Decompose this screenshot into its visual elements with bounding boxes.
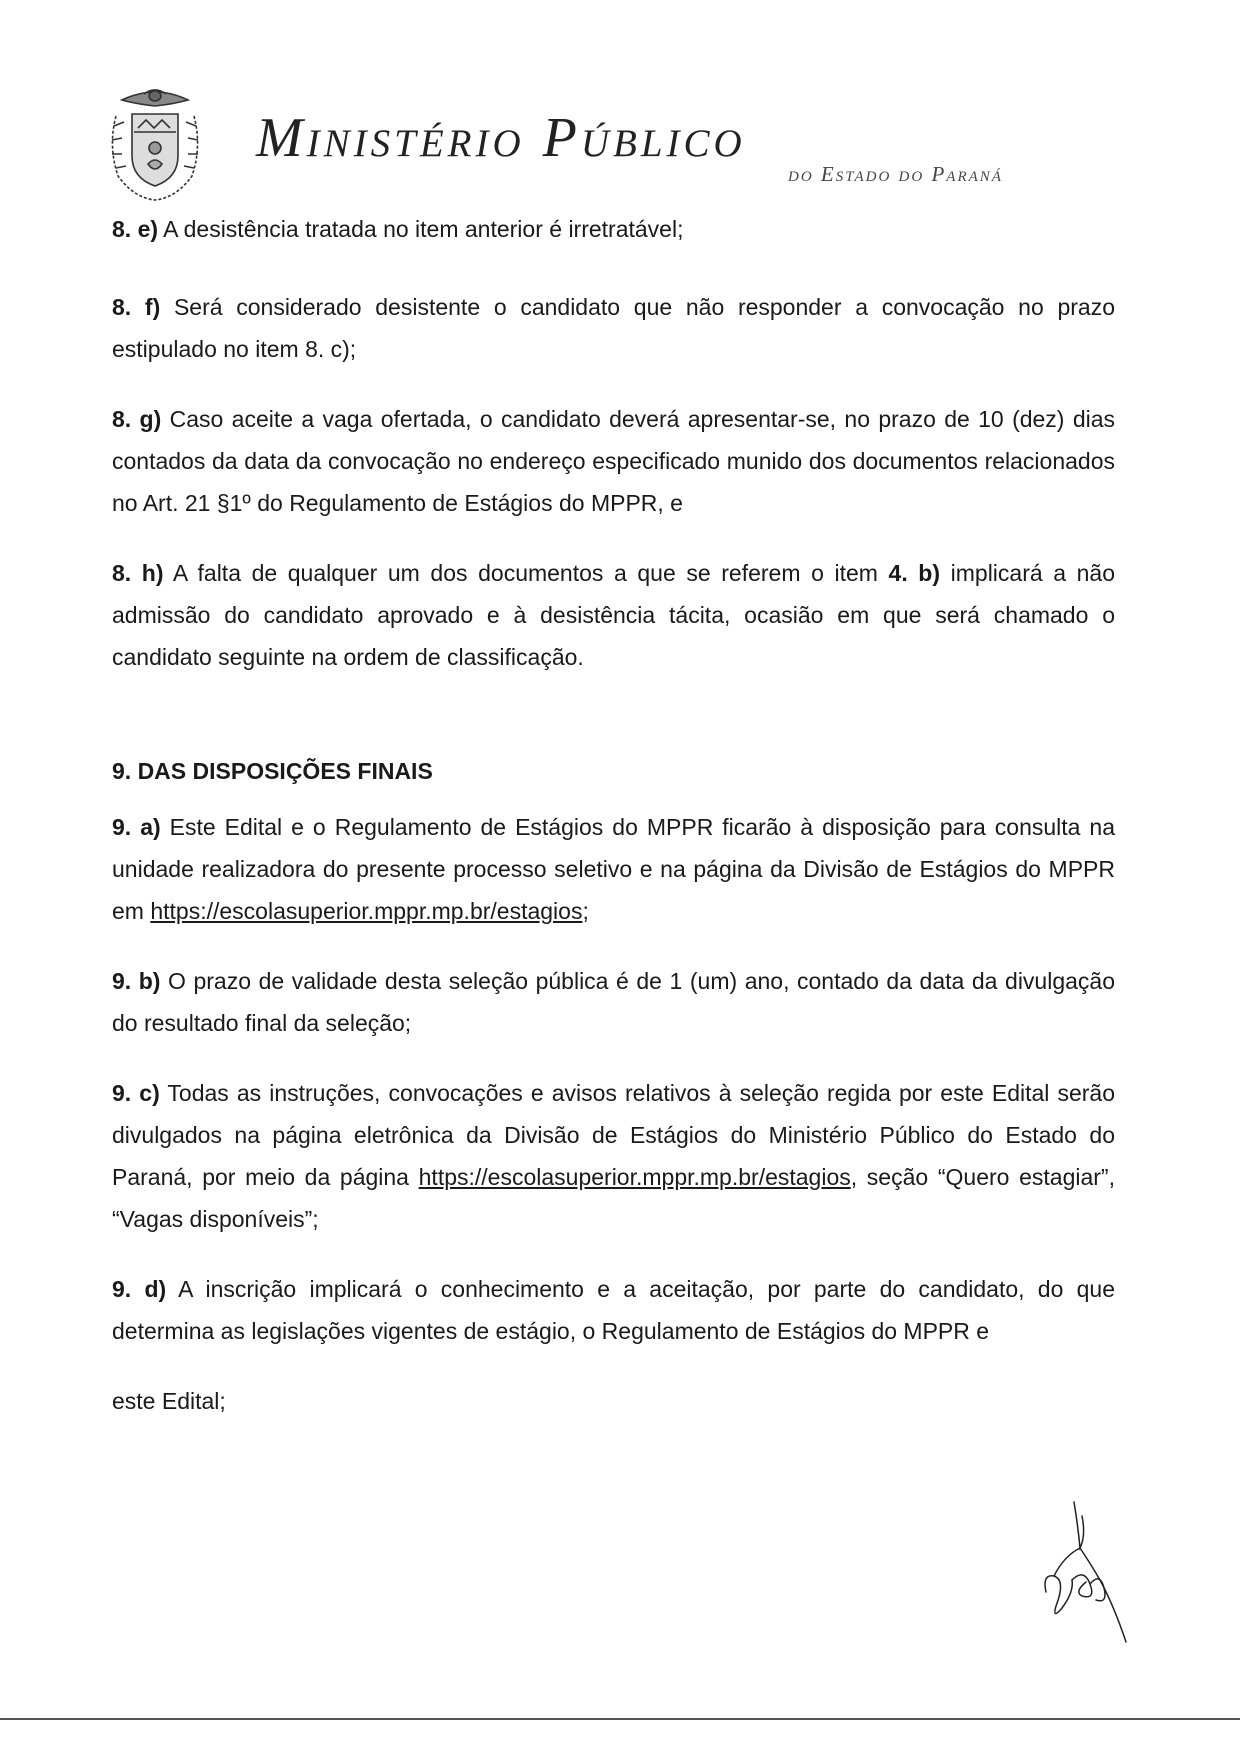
item-letter: a) [140,814,161,840]
letterhead [104,86,1124,216]
institution-title: Ministério Público [256,107,746,169]
item-letter: c) [139,1080,160,1106]
item-text: A desistência tratada no item anterior é irretratável; [158,216,684,242]
item-text: A falta de qualquer um dos documentos a que se referem o item [163,560,889,586]
item-number: 8. [112,406,132,432]
item-letter: e) [137,216,159,242]
item-letter: h) [141,560,164,586]
item-reference: 4. b) [888,560,941,586]
item-text: Será considerado desistente o candidato que não responder a convocação no prazo estipulado no item 8. c); [112,294,1116,362]
item-number: 8. [112,560,132,586]
item-9b [112,960,1115,1044]
coat-of-arms-icon [104,86,206,204]
item-text-end: , seção “Quero estagiar”, “Vagas disponíveis”; [112,1164,1115,1232]
footer-divider [0,1718,1240,1720]
item-text: Caso aceite a vaga ofertada, o candidato deverá apresentar-se, no prazo de 10 (dez) dias contados da data da convocação no endereço especificado munido dos documentos relacionados no Art. 21 §1º do Regulamento de Estágios do MPPR, e [112,406,1116,516]
item-text: O prazo de validade desta seleção pública é de 1 (um) ano, contado da data da divulgação do resultado final da seleção; [112,968,1115,1036]
item-number: 9. [112,1080,132,1106]
item-letter: f) [144,294,161,320]
item-9d-tail: este Edital; [112,1388,226,1414]
item-number: 8. [112,294,132,320]
section-9-title: 9. DAS DISPOSIÇÕES FINAIS [112,758,433,784]
estagios-link[interactable]: https://escolasuperior.mppr.mp.br/estagios [418,1164,851,1190]
item-9d [112,1268,1115,1352]
item-text: Todas as instruções, convocações e avisos relativos à seleção regida por este Edital serão divulgados na página eletrônica da Divisão de Estágios do Ministério Público do Estado do Paraná, por meio da página [112,1080,1116,1190]
item-letter: d) [144,1276,167,1302]
institution-subtitle: do Estado do Paraná [788,162,1003,186]
item-text: implicará a não admissão do candidato aprovado e à desistência tácita, ocasião em que será chamado o candidato seguinte na ordem de classificação. [112,560,1116,670]
item-9a [112,806,1115,932]
estagios-link[interactable]: https://escolasuperior.mppr.mp.br/estagios [150,898,583,924]
item-number: 9. [112,814,132,840]
item-8h [112,552,1115,678]
item-text-end: ; [582,898,589,924]
item-text: Este Edital e o Regulamento de Estágios do MPPR ficarão à disposição para consulta na unidade realizadora do presente processo seletivo e na página da Divisão de Estágios do MPPR em [112,814,1116,924]
item-text: A inscrição implicará o conhecimento e a aceitação, por parte do candidato, do que determina as legislações vigentes de estágio, o Regulamento de Estágios do MPPR e [112,1276,1115,1344]
item-8f [112,286,1115,370]
item-letter: b) [138,968,161,994]
item-9c [112,1072,1115,1240]
item-number: 9. [112,1276,132,1302]
item-8g [112,398,1115,524]
item-letter: g) [139,406,162,432]
document-body [112,208,1115,1422]
item-number: 9. [112,968,132,994]
handwritten-signature-icon [1034,1496,1134,1646]
item-number: 8. [112,216,132,242]
item-8e [112,208,1115,250]
